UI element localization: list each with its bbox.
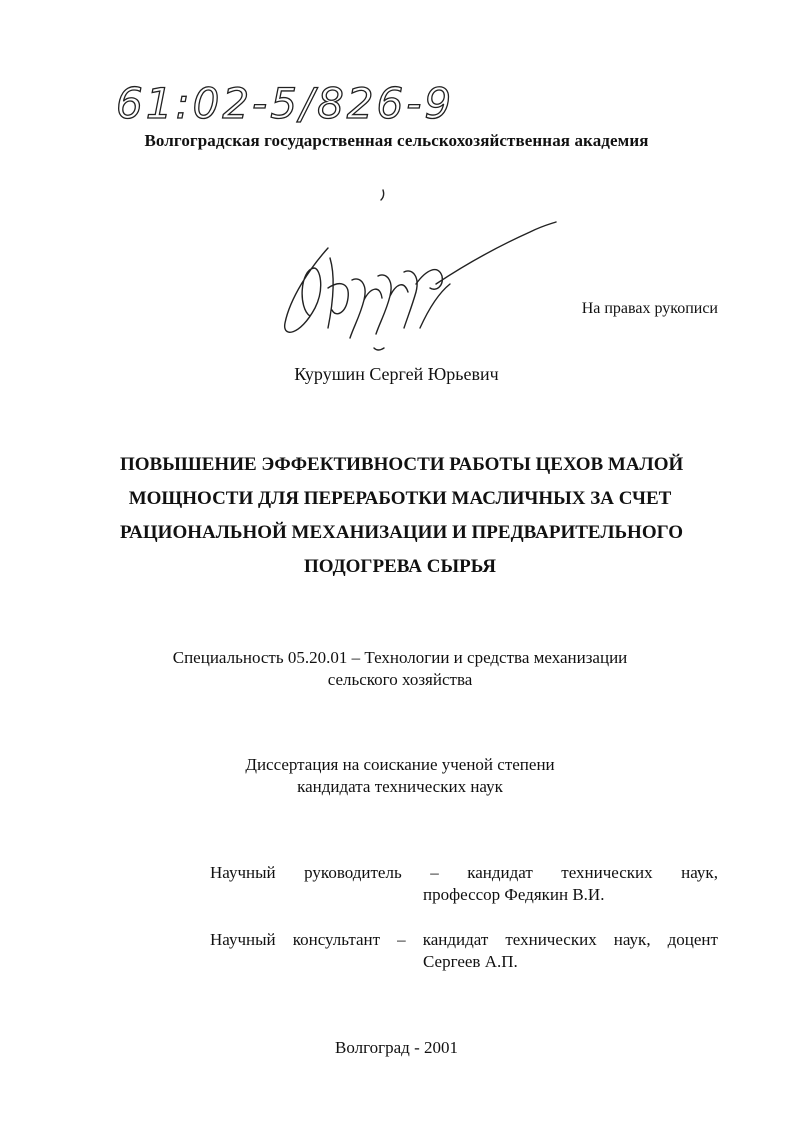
specialty-line: Специальность 05.20.01 – Технологии и средства механизации bbox=[172, 648, 628, 667]
supervisor-word: Научный bbox=[210, 863, 276, 882]
consultant-word: технических bbox=[505, 930, 597, 949]
consultant-word: консультант bbox=[292, 930, 381, 949]
rights-note: На правах рукописи bbox=[581, 300, 718, 317]
consultant-word: Научный bbox=[210, 930, 276, 949]
author-name: Курушин Сергей Юрьевич bbox=[294, 364, 499, 384]
degree-line: Диссертация на соискание ученой степени bbox=[245, 755, 555, 774]
city-year: Волгоград - 2001 bbox=[335, 1038, 458, 1057]
signature bbox=[270, 188, 560, 358]
degree-statement bbox=[100, 754, 700, 798]
consultant-word: наук, bbox=[613, 930, 651, 949]
supervisor-word: технических bbox=[561, 863, 653, 882]
supervisor-name: профессор Федякин В.И. bbox=[423, 885, 605, 904]
title-line: ПОДОГРЕВА СЫРЬЯ bbox=[303, 556, 497, 577]
title-line: РАЦИОНАЛЬНОЙ МЕХАНИЗАЦИИ И ПРЕДВАРИТЕЛЬНОГО bbox=[120, 522, 683, 543]
institution-name: Волгоградская государственная сельскохозяйственная академия bbox=[144, 131, 649, 150]
supervisor-word: – bbox=[430, 863, 439, 882]
consultant-word: – bbox=[397, 930, 406, 949]
degree-line: кандидата технических наук bbox=[297, 777, 503, 796]
supervisor-line bbox=[210, 862, 718, 884]
specialty bbox=[100, 647, 700, 691]
archive-mark-text: 61:02-5/826-9 bbox=[116, 79, 455, 128]
consultant-line bbox=[210, 929, 718, 951]
title-line: МОЩНОСТИ ДЛЯ ПЕРЕРАБОТКИ МАСЛИЧНЫХ ЗА СЧЕТ bbox=[128, 488, 672, 509]
specialty-line: сельского хозяйства bbox=[327, 670, 473, 689]
supervisor-word: кандидат bbox=[467, 863, 533, 882]
title-line: ПОВЫШЕНИЕ ЭФФЕКТИВНОСТИ РАБОТЫ ЦЕХОВ МАЛОЙ bbox=[120, 454, 684, 475]
consultant-word: кандидат bbox=[422, 930, 489, 949]
consultant-word: доцент bbox=[667, 930, 718, 949]
handwritten-archive-mark bbox=[112, 68, 472, 138]
consultant-name: Сергеев А.П. bbox=[423, 952, 518, 971]
dissertation-title bbox=[120, 448, 684, 584]
supervisor-word: руководитель bbox=[304, 863, 402, 882]
supervisor-word: наук, bbox=[681, 863, 718, 882]
